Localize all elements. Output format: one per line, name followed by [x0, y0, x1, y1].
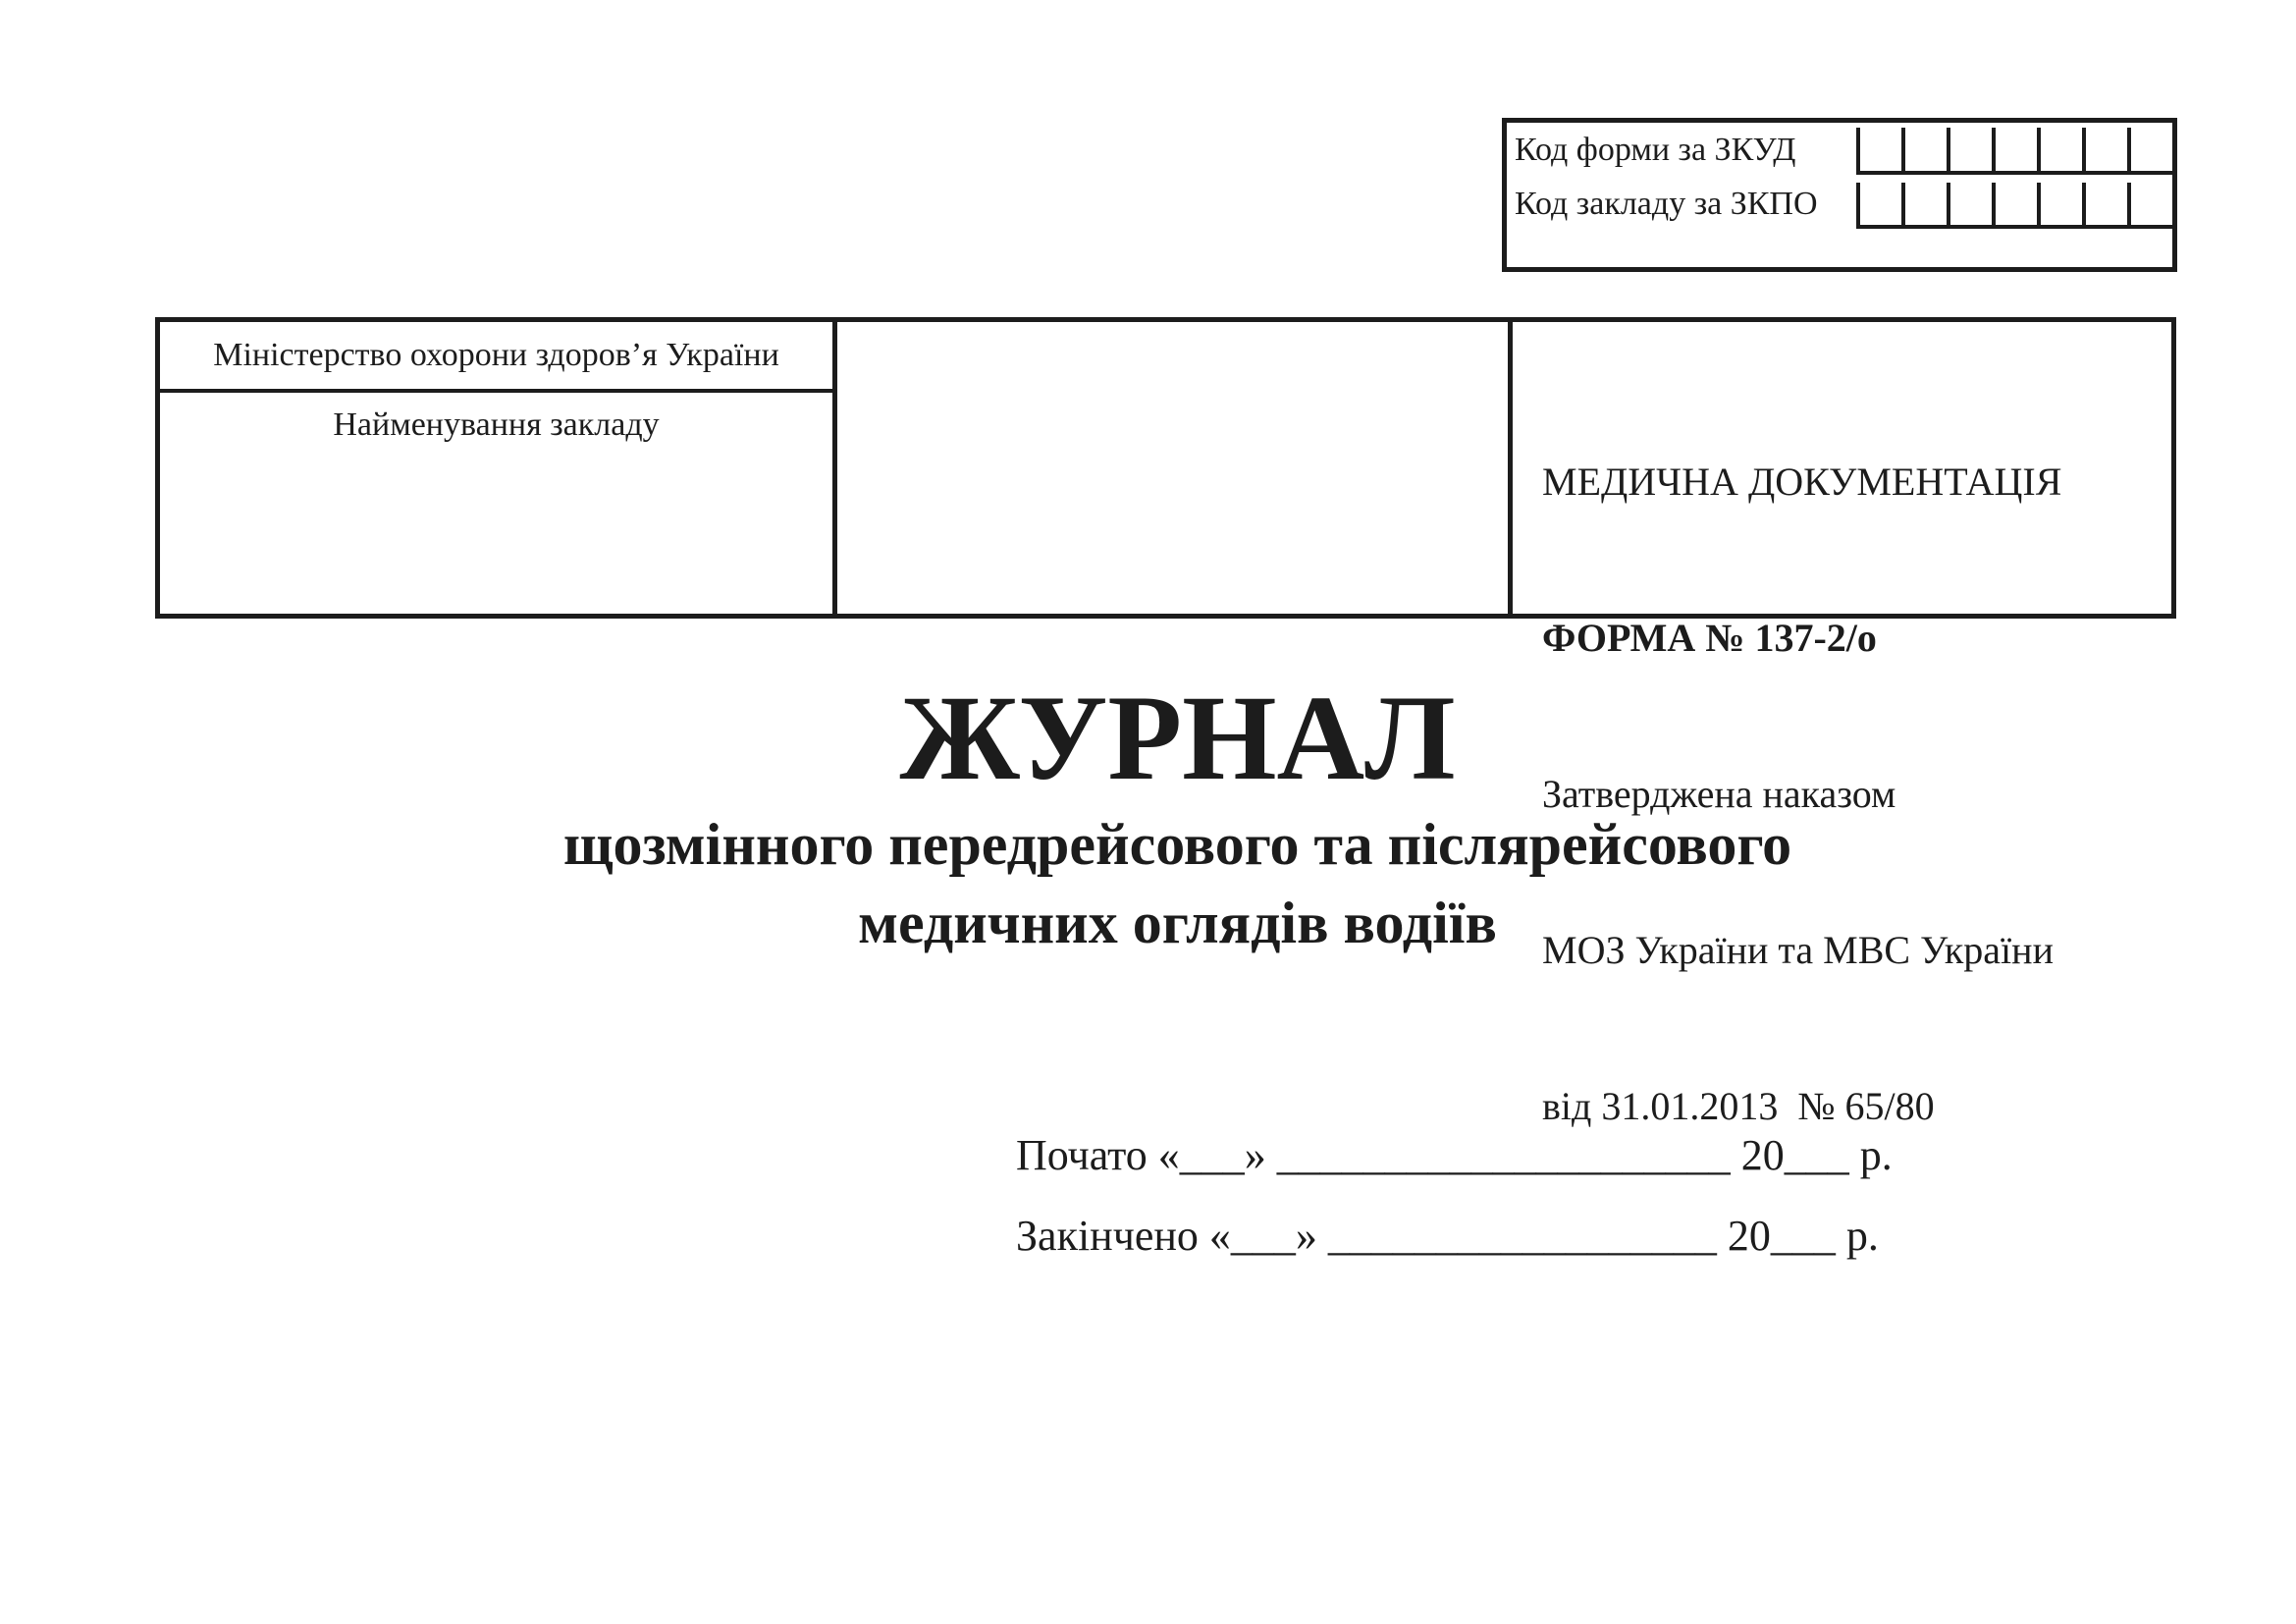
doc-info-form-number: ФОРМА № 137-2/о: [1542, 616, 1877, 660]
code-institution-zkpo-cells: [1856, 183, 2172, 229]
code-form-zkud-label: Код форми за ЗКУД: [1515, 132, 1796, 168]
code-cell: [1947, 183, 1992, 229]
code-cell: [1856, 183, 1901, 229]
doc-info-line-5: від 31.01.2013 № 65/80: [1542, 1084, 1935, 1128]
page-subtitle-line-1: щозмінного передрейсового та післярейсового: [562, 812, 1792, 877]
page-title: ЖУРНАЛ: [899, 671, 1456, 805]
facility-name-label: Найменування закладу: [333, 406, 660, 443]
doc-info-line-1: МЕДИЧНА ДОКУМЕНТАЦІЯ: [1542, 460, 2062, 504]
page-subtitle-line-2: медичних оглядів водіїв: [858, 891, 1497, 955]
code-cell: [1856, 128, 1901, 175]
ministry-label: Міністерство охорони здоров’я України: [213, 337, 779, 373]
title-block: [59, 671, 2296, 962]
code-cell: [2037, 183, 2082, 229]
code-cell: [1901, 128, 1947, 175]
date-started-line: Почато «___» _____________________ 20___ р.: [1016, 1131, 1893, 1179]
code-cell: [1947, 128, 1992, 175]
page-subtitle: [59, 805, 2296, 962]
code-cell: [1901, 183, 1947, 229]
code-cell: [1992, 183, 2037, 229]
doc-info-line-3: Затверджена наказом: [1542, 772, 1896, 816]
code-box: [1502, 118, 2177, 272]
header-table-divider-1: [832, 322, 837, 614]
date-finished-line: Закінчено «___» __________________ 20___ р.: [1016, 1212, 1879, 1260]
doc-info-line-4: МОЗ України та МВС України: [1542, 928, 2054, 972]
code-cell: [1992, 128, 2037, 175]
code-cell: [2127, 183, 2172, 229]
code-form-zkud-cells: [1856, 128, 2172, 175]
code-cell: [2082, 183, 2127, 229]
code-institution-zkpo-label: Код закладу за ЗКПО: [1515, 186, 1818, 222]
code-cell: [2037, 128, 2082, 175]
code-cell: [2082, 128, 2127, 175]
code-cell: [2127, 128, 2172, 175]
